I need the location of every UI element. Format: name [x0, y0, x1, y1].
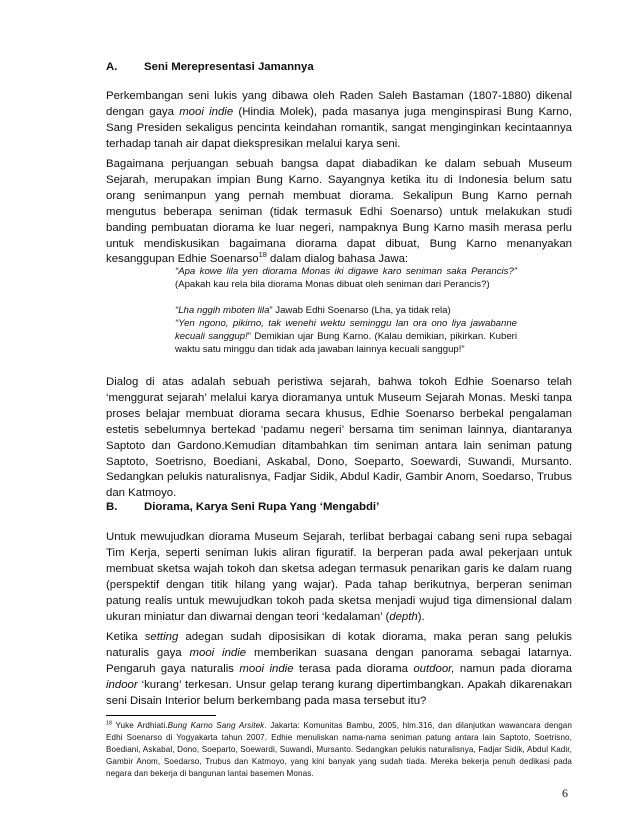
dialog-quote-3: “Yen ngono, pikirno, tak wenehi wektu seminggu lan ora ono liya jawabanne kecuali sanggup!” Demikian ujar Bung Karno. (Kalau demikian, pikirkan. Kuberi waktu satu minggu dan tidak ada jawaban lainnya kecuali sanggup!” [175, 318, 517, 355]
page-number: 6 [562, 786, 568, 800]
section-b-number: B. [106, 501, 118, 513]
section-b-title: Diorama, Karya Seni Rupa Yang ‘Mengabdi’ [144, 501, 380, 513]
section-a-title: Seni Merepresentasi Jamannya [144, 61, 314, 73]
section-b-paragraph-2: Ketika setting adegan sudah diposisikan di kotak diorama, maka peran sang pelukis naturalis gaya mooi indie memberikan suasana dengan panorama sebagai latarnya. Pengaruh gaya naturalis mooi indie terasa pada diorama outdoor, namun pada diorama indoor ‘kurang’ terkesan. Unsur gelap terang kurang dipertimbangkan. Apakah dikarenakan seni Disain Interior belum berkembang pada masa tersebut itu? [106, 631, 573, 707]
section-a-paragraph-1: Perkembangan seni lukis yang dibawa oleh Raden Saleh Bastaman (1807-1880) dikenal dengan gaya mooi indie (Hindia Molek), pada masanya juga menginspirasi Bung Karno, Sang Presiden sekaligus pencinta keindahan romantik, sangat menginginkan kecintaannya terhadap tanah air dapat diekspresikan melalui karya seni. [106, 90, 573, 150]
dialog-quote-2: “Lha nggih mboten lila” Jawab Edhi Soenarso (Lha, ya tidak rela) [175, 305, 451, 316]
section-a-paragraph-3: Dialog di atas adalah sebuah peristiwa sejarah, bahwa tokoh Edhie Soenarso telah ‘menggurat sejarah’ melalui karya dioramanya untuk Museum Sejarah Monas. Meski tanpa proses belajar membuat diorama secara khusus, Edhie Soenarso berbekal pengalaman estetis sebelumnya bertekad ‘padamu negeri’ bersama tim seniman lainnya, diantaranya Saptoto dan Gardono.Kemudian ditambahkan tim seniman antara lain seniman patung Saptoto, Soetrisno, Boediani, Askabal, Dono, Soeparto, Soewardi, Suwandi, Mursanto. Sedangkan pelukis naturalisnya, Fadjar Sidik, Abdul Kadir, Gambir Anom, Soedarso, Trubus dan Katmoyo. [106, 376, 572, 500]
footnote-divider [106, 715, 216, 716]
section-a-paragraph-2: Bagaimana perjuangan sebuah bangsa dapat diabadikan ke dalam sebuah Museum Sejarah, merupakan impian Bung Karno. Sayangnya ketika itu di Indonesia belum satu orang senimanpun yang pernah membuat diorama. Sekalipun Bung Karno pernah mengutus beberapa seniman (tidak termasuk Edhi Soenarso) untuk melakukan studi banding pembuatan diorama ke luar negeri, nampaknya Bung Karno masih merasa perlu untuk mendiskusikan bagaimana diorama dapat dibuat, Bung Karno menanyakan kesanggupan Edhie Soenarso$^{18}$ dalam dialog bahasa Jawa: [106, 158, 572, 266]
section-b-paragraph-1: Untuk mewujudkan diorama Museum Sejarah, terlibat berbagai cabang seni rupa sebagai Tim Kerja, seperti seniman lukis aliran figuratif. Ia berperan pada awal pekerjaan untuk membuat sketsa wajah tokoh dan sketsa adegan termasuk penarikan garis ke dalam ruang (perspektif dengan titik hilang yang wajar). Pada tahap berikutnya, berperan seniman patung realis untuk mewujudkan tokoh pada sketsa menjadi wujud tiga dimensional dalam ukuran miniatur dan diwarnai dengan teori ‘kedalaman’ (depth). [106, 531, 572, 623]
section-a-heading [106, 61, 314, 73]
footnote-18: $^{18}$ Yuke Ardhiati.Bung Karno Sang Arsitek. Jakarta: Komunitas Bambu, 2005, hlm.316, dan dilanjutkan wawancara dengan Edhi Soenarso di Yogyakarta tahun 2007. Edhie menuliskan nama-nama seniman patung antara lain Saptoto, Soetrisno, Boediani, Askabal, Dono, Soeparto, Soewardi, Suwandi, Mursanto. Sedangkan pelukis naturalisnya, Fadjar Sidik, Abdul Kadir, Gambir Anom, Soedarso, Trubus dan Katmoyo, yang kini banyak yang sudah tiada. Mereka bekerja penuh dedikasi pada negara dan bekerja di bangunan lantai basemen Monas. [106, 720, 572, 778]
footnote-reference[interactable]: 18 [258, 250, 267, 260]
dialog-quote-1: “Apa kowe lila yen diorama Monas iki digawe karo seniman saka Perancis?” (Apakah kau rela bila diorama Monas dibuat oleh seniman dari Perancis?) [175, 266, 517, 290]
section-b-heading [106, 501, 379, 513]
footnote-number: 18 [106, 720, 113, 727]
section-a-number: A. [106, 61, 118, 73]
